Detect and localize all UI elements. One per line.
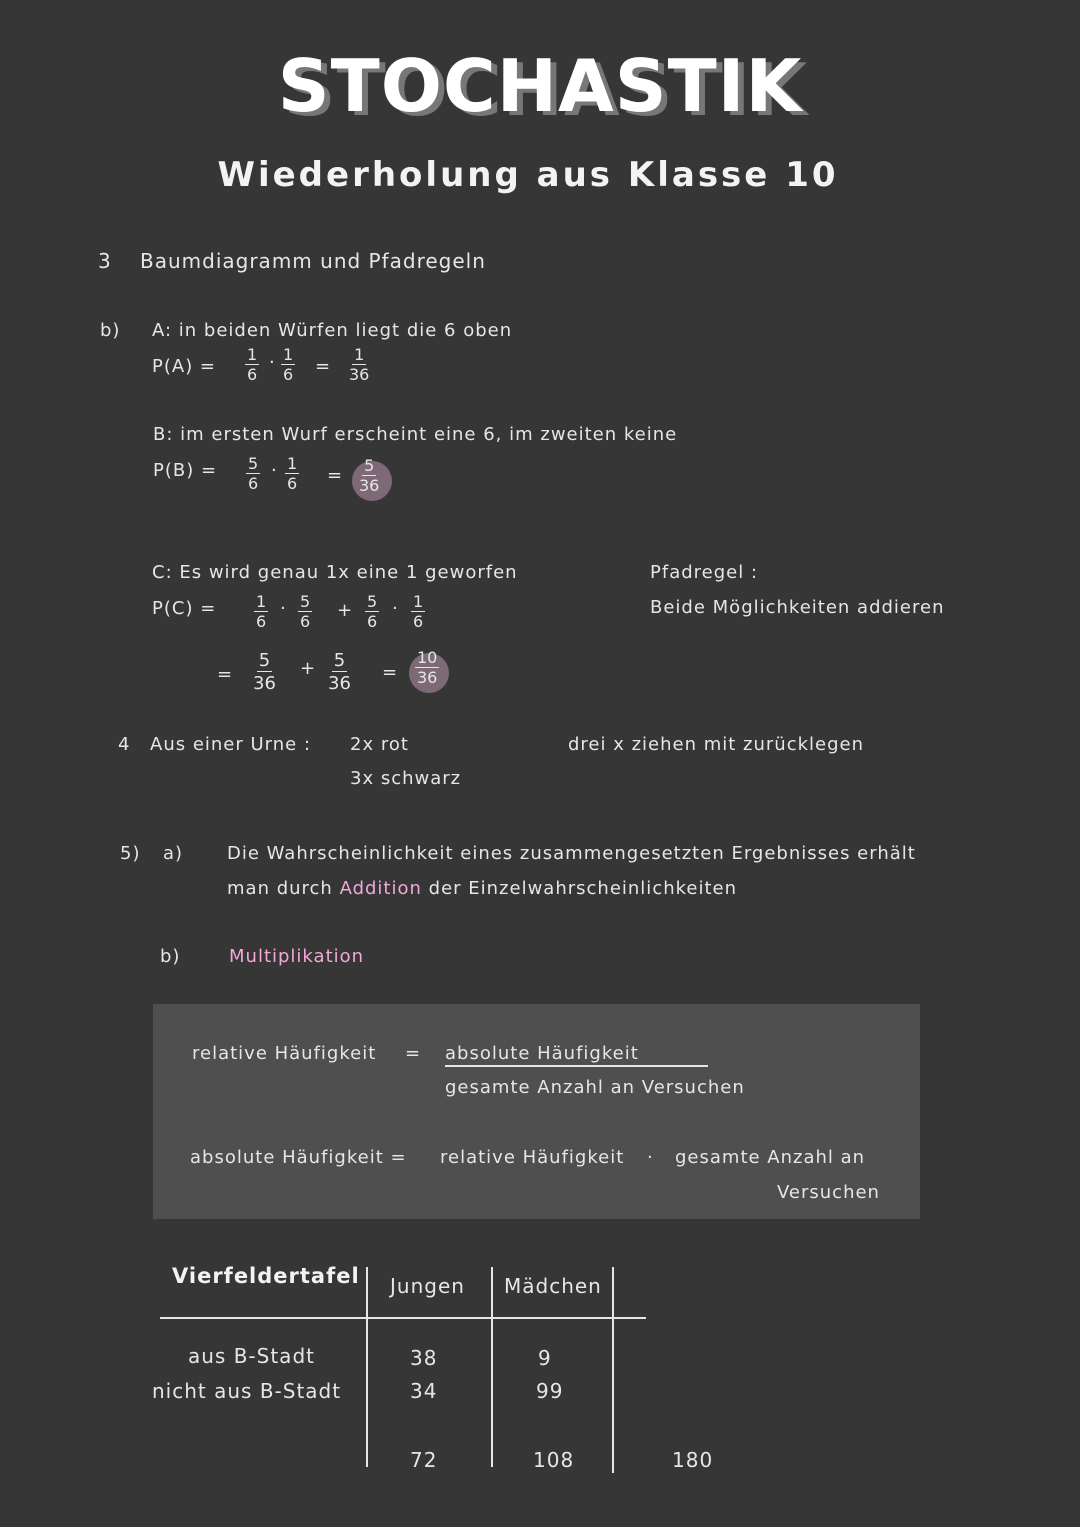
fraction-denominator: 36	[328, 673, 351, 694]
section-4-text: Aus einer Urne :	[150, 734, 312, 755]
event-b-text: B: im ersten Wurf erscheint eine 6, im zweiten keine	[153, 424, 678, 445]
fraction-numerator: 1	[247, 345, 258, 364]
event-c-fraction-4	[411, 594, 425, 630]
multiply-sign: ·	[271, 460, 278, 481]
absolute-frequency-label: absolute Häufigkeit =	[190, 1147, 407, 1168]
event-c-sum-1	[253, 651, 276, 693]
event-c-fraction-2	[298, 594, 312, 630]
urn-red: 2x rot	[350, 734, 409, 755]
table-row-label: aus B-Stadt	[188, 1344, 315, 1368]
table-total: 72	[410, 1448, 438, 1472]
fraction-numerator: 5	[300, 592, 311, 611]
page-title: STOCHASTIK	[277, 44, 803, 128]
relative-frequency-numerator: absolute Häufigkeit	[445, 1043, 639, 1064]
event-c-sum-2	[328, 651, 351, 693]
event-b-fraction-2	[285, 456, 299, 492]
highlight-addition: Addition	[339, 878, 422, 899]
equals-sign: =	[405, 1043, 422, 1064]
equals-sign: =	[327, 465, 344, 486]
section-5-a-text: der Einzelwahrscheinlichkeiten	[428, 878, 738, 899]
fraction-denominator: 6	[300, 612, 311, 631]
absolute-frequency-term-3: Versuchen	[777, 1182, 880, 1203]
multiply-sign: ·	[647, 1147, 654, 1168]
event-c-text: C: Es wird genau 1x eine 1 geworfen	[152, 562, 518, 583]
fraction-numerator: 1	[256, 592, 267, 611]
fraction-denominator: 6	[247, 365, 258, 384]
event-b-result	[359, 458, 379, 494]
fraction-numerator: 5	[367, 592, 378, 611]
absolute-frequency-term-1: relative Häufigkeit	[440, 1147, 625, 1168]
multiply-sign: ·	[280, 598, 287, 619]
event-a-label: P(A) =	[152, 356, 217, 377]
absolute-frequency-term-2: gesamte Anzahl an	[675, 1147, 866, 1168]
fraction-numerator: 5	[333, 650, 346, 671]
table-header-jungen: Jungen	[390, 1274, 465, 1298]
fraction-bar	[445, 1065, 708, 1067]
fraction-numerator: 5	[364, 456, 375, 475]
fraction-denominator: 36	[349, 365, 370, 384]
fraction-denominator: 6	[256, 612, 267, 631]
table-header-maedchen: Mädchen	[504, 1274, 602, 1298]
table-cell: 38	[410, 1346, 438, 1370]
table-divider	[612, 1267, 614, 1473]
section-4-note: drei x ziehen mit zurücklegen	[568, 734, 865, 755]
section-3-number: 3	[98, 249, 112, 273]
section-4-number: 4	[118, 734, 131, 755]
part-b-label: b)	[100, 320, 121, 341]
fraction-numerator: 1	[413, 592, 424, 611]
section-3-heading: Baumdiagramm und Pfadregeln	[140, 249, 486, 273]
fraction-numerator: 1	[354, 345, 365, 364]
event-b-fraction-1	[246, 456, 260, 492]
fraction-denominator: 36	[417, 668, 438, 687]
event-b-label: P(B) =	[153, 460, 218, 481]
equals-sign: =	[217, 664, 234, 685]
fraction-denominator: 6	[287, 474, 298, 493]
plus-sign: +	[300, 658, 317, 679]
event-a-fraction-1	[245, 347, 259, 383]
fraction-denominator: 36	[359, 476, 380, 495]
event-c-result	[415, 650, 439, 686]
fraction-numerator: 5	[248, 454, 259, 473]
equals-sign: =	[382, 662, 399, 683]
table-cell: 99	[536, 1379, 564, 1403]
table-divider	[491, 1267, 493, 1467]
section-5-a-label: a)	[163, 843, 184, 864]
urn-black: 3x schwarz	[350, 768, 462, 789]
table-cell: 34	[410, 1379, 438, 1403]
pfadregel-title: Pfadregel :	[650, 562, 759, 583]
fraction-numerator: 10	[417, 648, 438, 667]
event-c-fraction-3	[365, 594, 379, 630]
table-divider	[366, 1267, 368, 1467]
section-5-a-line2	[227, 878, 737, 899]
fraction-denominator: 6	[283, 365, 294, 384]
fraction-denominator: 6	[367, 612, 378, 631]
event-a-text: A: in beiden Würfen liegt die 6 oben	[152, 320, 513, 341]
equals-sign: =	[315, 356, 332, 377]
event-a-fraction-2	[281, 347, 295, 383]
table-cell: 9	[538, 1346, 552, 1370]
plus-sign: +	[337, 600, 354, 621]
pfadregel-text: Beide Möglichkeiten addieren	[650, 597, 945, 618]
multiply-sign: ·	[392, 598, 399, 619]
table-title: Vierfeldertafel	[172, 1264, 360, 1288]
table-row-label: nicht aus B-Stadt	[152, 1379, 342, 1403]
page-subtitle: Wiederholung aus Klasse 10	[217, 155, 839, 195]
fraction-numerator: 5	[258, 650, 271, 671]
fraction-denominator: 36	[253, 673, 276, 694]
event-c-label: P(C) =	[152, 598, 217, 619]
fraction-denominator: 6	[248, 474, 259, 493]
multiply-sign: ·	[269, 352, 276, 373]
table-grand-total: 180	[672, 1448, 714, 1472]
fraction-numerator: 1	[283, 345, 294, 364]
event-a-result	[349, 347, 369, 383]
section-5-a-text: man durch	[227, 878, 333, 899]
section-5-b-label: b)	[160, 946, 181, 967]
fraction-numerator: 1	[287, 454, 298, 473]
table-divider	[160, 1317, 646, 1319]
section-5-a-line1: Die Wahrscheinlichkeit eines zusammengesetzten Ergebnisses erhält	[227, 843, 916, 864]
relative-frequency-label: relative Häufigkeit	[192, 1043, 377, 1064]
event-c-fraction-1	[254, 594, 268, 630]
table-total: 108	[533, 1448, 575, 1472]
highlight-multiplication: Multiplikation	[229, 946, 365, 967]
section-5-number: 5)	[120, 843, 141, 864]
fraction-denominator: 6	[413, 612, 424, 631]
relative-frequency-denominator: gesamte Anzahl an Versuchen	[445, 1077, 745, 1098]
